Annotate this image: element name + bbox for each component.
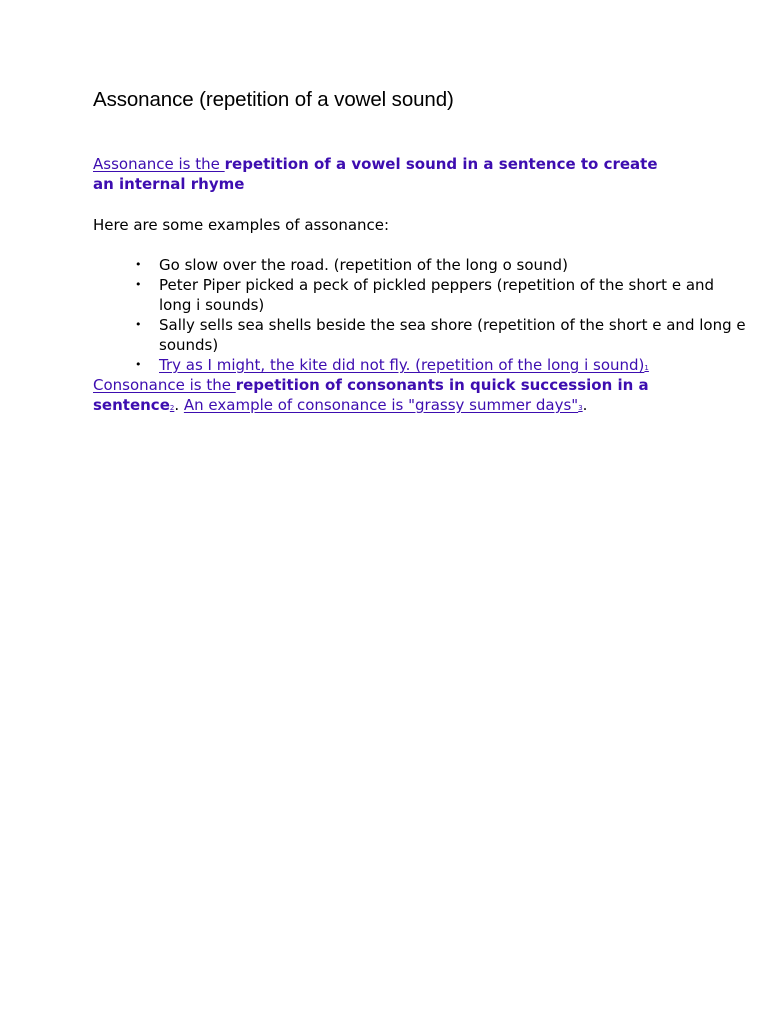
assonance-definition-bold: repetition of a vowel sound in a sentence to create an internal rhyme [93, 155, 658, 193]
separator-text: . [174, 396, 184, 414]
list-item: • Sally sells sea shells beside the sea shore (repetition of the short e and long e sounds) [159, 315, 749, 355]
list-item: • Peter Piper picked a peck of pickled peppers (repetition of the short e and long i sounds) [159, 275, 749, 315]
footnote-marker[interactable]: 1 [644, 364, 649, 372]
kite-example-link[interactable]: Try as I might, the kite did not fly. (repetition of the long i sound) [159, 356, 645, 374]
list-item: • Go slow over the road. (repetition of the long o sound) [159, 255, 749, 275]
assonance-definition [93, 154, 683, 194]
assonance-definition-link[interactable]: Assonance is the [93, 155, 225, 173]
examples-heading: Here are some examples of assonance: [93, 216, 390, 234]
consonance-example-link[interactable]: An example of consonance is "grassy summer days" [183, 396, 579, 414]
period-text: . [582, 396, 588, 414]
page-title: Assonance (repetition of a vowel sound) [93, 88, 454, 111]
footnote-marker[interactable]: 2 [169, 404, 175, 412]
consonance-definition-bold: repetition of consonants in quick succession in a sentence [93, 376, 649, 414]
footnote-marker[interactable]: 3 [578, 404, 583, 412]
consonance-definition [93, 375, 683, 418]
consonance-definition-link[interactable]: Consonance is the [93, 376, 236, 394]
examples-list [93, 255, 749, 378]
